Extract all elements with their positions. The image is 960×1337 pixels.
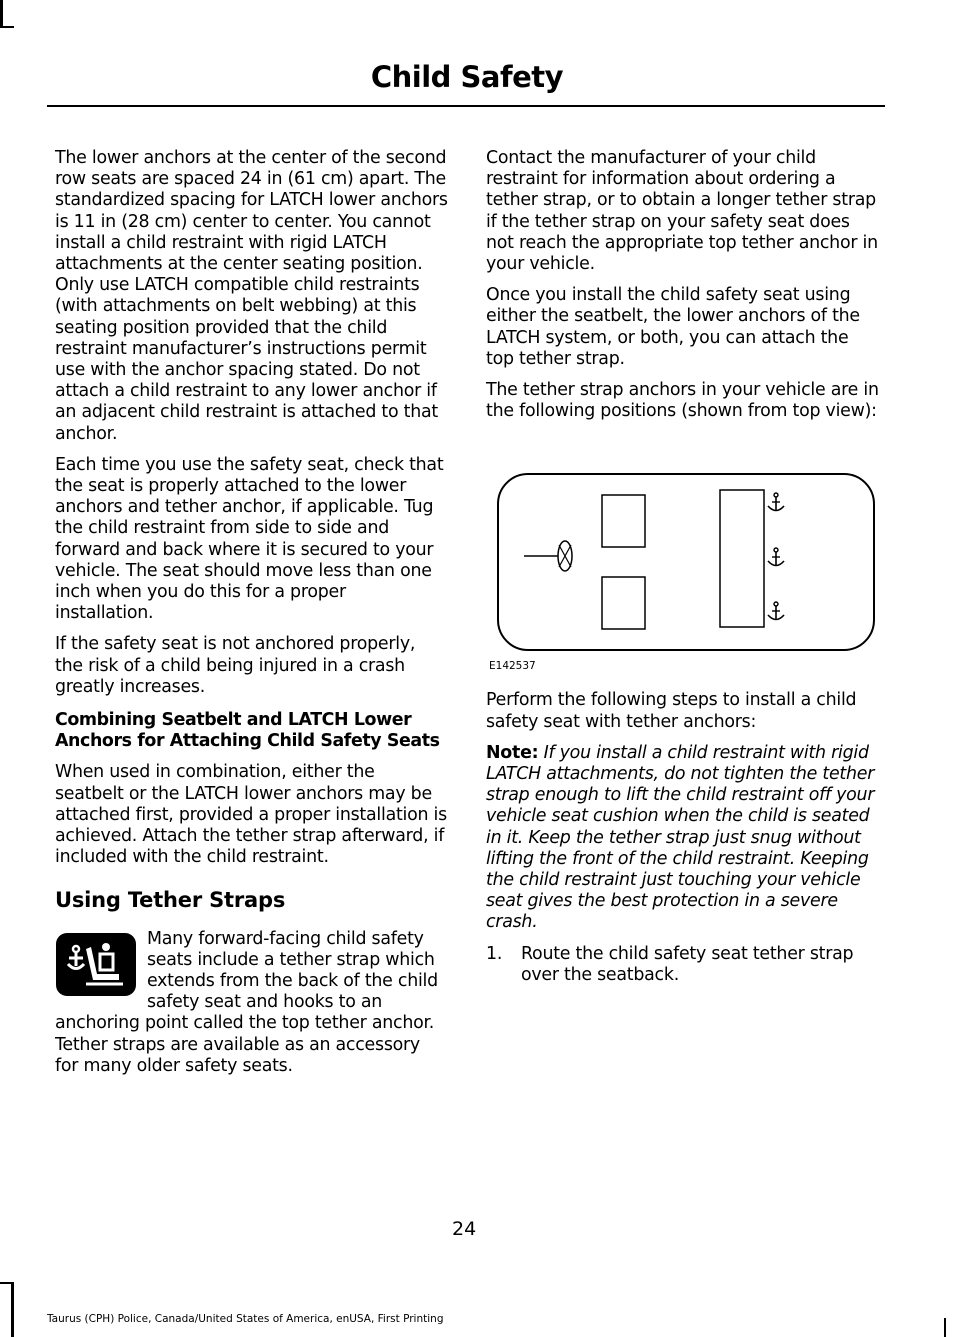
anchor-icon (768, 493, 784, 511)
front-seat (602, 495, 645, 547)
tether-paragraph (55, 929, 448, 1077)
child-seat-tether-anchor-icon (55, 932, 137, 997)
figure-code: E142537 (489, 660, 536, 673)
front-seat (602, 577, 645, 629)
crop-mark (944, 1318, 946, 1337)
crop-mark (11, 1282, 14, 1337)
crop-mark (0, 0, 3, 28)
step-text: Route the child safety seat tether strap over the seatback. (521, 943, 854, 985)
left-column (55, 148, 448, 1087)
header-divider (47, 105, 885, 107)
note-text: If you install a child restraint with rigid LATCH attachments, do not tighten the tether strap enough to lift the child restraint off your vehicle seat cushion when the child is seated in it. Keep the tether strap just snug without lifting the front of the child restraint. Keeping the child restraint just touching your vehicle seat gives the best protection in a severe crash. (486, 742, 875, 933)
vehicle-top-view (486, 432, 880, 656)
steps-list (486, 944, 880, 986)
paragraph: The lower anchors at the center of the second row seats are spaced 24 in (61 cm) apart. The standardized spacing for LATCH lower anchors is 11 in (28 cm) center to center. You cannot install a child restraint with rigid LATCH attachments at the center seating position. Only use LATCH compatible child restraints (with attachments on belt webbing) at this seating position provided that the child restraint manufacturer’s instructions permit use with the anchor spacing stated. Do not attach a child restraint to any lower anchor if an adjacent child restraint is attached to that anchor. (55, 148, 448, 444)
paragraph: When used in combination, either the seatbelt or the LATCH lower anchors may be attached first, provided a proper installation is achieved. Attach the tether strap afterward, if included with the child restraint. (55, 762, 447, 868)
list-item (486, 944, 880, 986)
subheading: Combining Seatbelt and LATCH Lower Anchors for Attaching Child Safety Seats (55, 710, 440, 752)
page-title: Child Safety (370, 60, 563, 94)
rear-bench-seat (720, 490, 764, 627)
paragraph: Once you install the child safety seat using either the seatbelt, the lower anchors of the LATCH system, or both, you can attach the top tether strap. (486, 285, 860, 369)
paragraph: Each time you use the safety seat, check that the seat is properly attached to the lower anchors and tether anchor, if applicable. Tug the child restraint from side to side and forward and back where it is secured to your vehicle. The seat should move less than one inch when you do this for a proper installation. (55, 454, 444, 624)
anchor-icon (768, 548, 784, 566)
paragraph: Perform the following steps to install a child safety seat with tether anchors: (486, 690, 857, 732)
note-label: Note: (486, 742, 539, 763)
paragraph: If the safety seat is not anchored properly, the risk of a child being injured in a crash greatly increases. (55, 634, 416, 697)
crop-mark (0, 1282, 14, 1284)
paragraph: The tether strap anchors in your vehicle are in the following positions (shown from top view): (486, 380, 879, 422)
crop-mark (0, 26, 14, 28)
tether-anchor-positions-diagram (486, 432, 880, 676)
tether-text: Many forward-facing child safety seats include a tether strap which extends from the back of the child safety seat and hooks to an anchoring point called the top tether anchor. Tether straps are available as an accessory for many older safety seats. (55, 928, 438, 1076)
footer-text: Taurus (CPH) Police, Canada/United States of America, enUSA, First Printing (47, 1313, 444, 1325)
right-column (486, 148, 880, 986)
paragraph: Contact the manufacturer of your child restraint for information about ordering a tether strap, or to obtain a longer tether strap if the tether strap on your safety seat does not reach the appropriate top tether anchor in your vehicle. (486, 148, 878, 275)
section-heading: Using Tether Straps (55, 887, 286, 912)
step-number: 1. (486, 943, 503, 964)
note (486, 743, 880, 934)
page-number: 24 (452, 1218, 477, 1240)
anchor-icon (768, 602, 784, 620)
